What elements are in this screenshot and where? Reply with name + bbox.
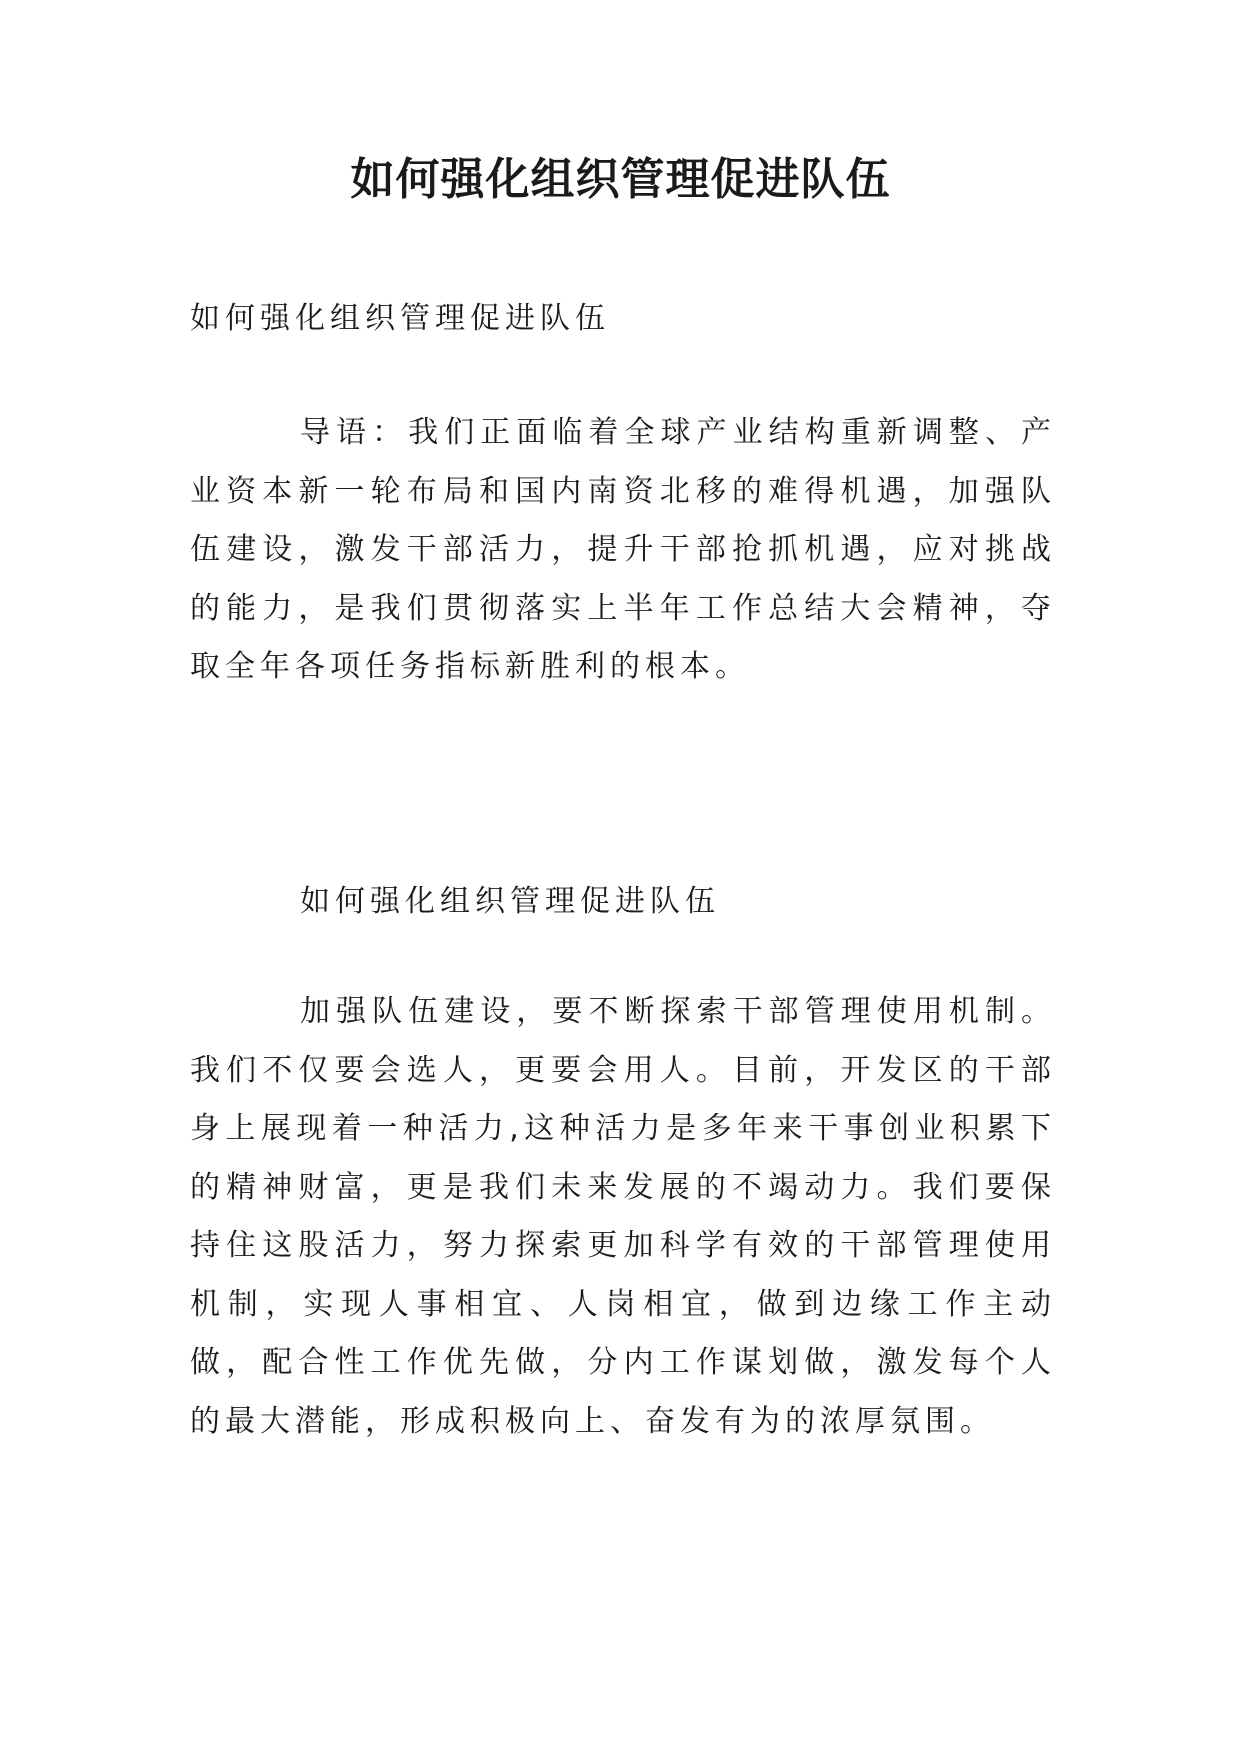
section-heading: 如何强化组织管理促进队伍 xyxy=(300,884,720,919)
document-title: 如何强化组织管理促进队伍 xyxy=(350,154,891,205)
intro-paragraph: 导语：我们正面临着全球产业结构重新调整、产业资本新一轮布局和国内南资北移的难得机遇，加强队伍建设，激发干部活力，提升干部抢抓机遇，应对挑战的能力，是我们贯彻落实上半年工作总结大会精神，夺取全年各项任务指标新胜利的根本。 xyxy=(190,415,1056,684)
section-subtitle: 如何强化组织管理促进队伍 xyxy=(190,301,610,336)
body-paragraph: 加强队伍建设，要不断探索干部管理使用机制。我们不仅要会选人，更要会用人。目前，开发区的干部身上展现着一种活力,这种活力是多年来干事创业积累下的精神财富，更是我们未来发展的不竭动力。我们要保持住这股活力，努力探索更加科学有效的干部管理使用机制，实现人事相宜、人岗相宜，做到边缘工作主动做，配合性工作优先做，分内工作谋划做，激发每个人的最大潜能，形成积极向上、奋发有为的浓厚氛围。 xyxy=(190,994,1056,1439)
